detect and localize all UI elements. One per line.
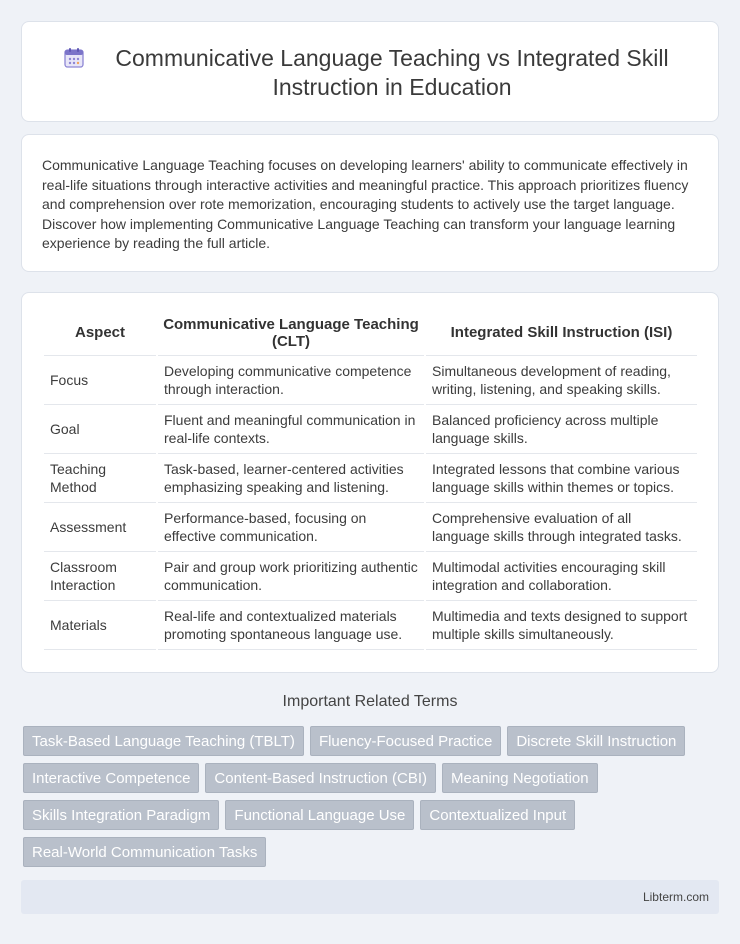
isi-cell: Multimedia and texts designed to support multiple skills simultaneously.	[426, 601, 697, 650]
aspect-cell: Materials	[44, 601, 156, 650]
table-row	[44, 454, 697, 503]
clt-cell: Fluent and meaningful communication in real-life contexts.	[158, 405, 424, 454]
footer-site-link[interactable]: Libterm.com	[642, 890, 709, 904]
related-term-tag[interactable]: Skills Integration Paradigm	[23, 800, 219, 830]
table-row	[44, 552, 697, 601]
comparison-table	[42, 310, 699, 650]
related-term-tag[interactable]: Real-World Communication Tasks	[23, 837, 266, 867]
page-title: Communicative Language Teaching vs Integrated Skill Instruction in Education	[115, 45, 669, 100]
related-terms-heading: Important Related Terms	[282, 693, 458, 710]
title-card	[21, 21, 719, 122]
related-term-tag[interactable]: Task-Based Language Teaching (TBLT)	[23, 726, 304, 756]
aspect-cell: Assessment	[44, 503, 156, 552]
clt-cell: Developing communicative competence through interaction.	[158, 356, 424, 405]
intro-card	[21, 134, 719, 272]
header-isi: Integrated Skill Instruction (ISI)	[426, 310, 697, 356]
table-row	[44, 601, 697, 650]
related-term-tag[interactable]: Content-Based Instruction (CBI)	[205, 763, 436, 793]
table-row	[44, 356, 697, 405]
header-clt: Communicative Language Teaching (CLT)	[158, 310, 424, 356]
related-term-tag[interactable]: Functional Language Use	[225, 800, 414, 830]
aspect-cell: Goal	[44, 405, 156, 454]
clt-cell: Task-based, learner-centered activities emphasizing speaking and listening.	[158, 454, 424, 503]
related-term-tag[interactable]: Meaning Negotiation	[442, 763, 598, 793]
aspect-cell: Focus	[44, 356, 156, 405]
aspect-cell: Classroom Interaction	[44, 552, 156, 601]
related-term-tag[interactable]: Contextualized Input	[420, 800, 575, 830]
comparison-table-card	[21, 292, 719, 673]
related-term-tag[interactable]: Interactive Competence	[23, 763, 199, 793]
table-row	[44, 405, 697, 454]
footer	[21, 880, 719, 914]
isi-cell: Integrated lessons that combine various language skills within themes or topics.	[426, 454, 697, 503]
clt-cell: Real-life and contextualized materials promoting spontaneous language use.	[158, 601, 424, 650]
related-terms-list	[23, 726, 723, 867]
clt-cell: Pair and group work prioritizing authentic communication.	[158, 552, 424, 601]
related-term-tag[interactable]: Discrete Skill Instruction	[507, 726, 685, 756]
related-term-tag[interactable]: Fluency-Focused Practice	[310, 726, 501, 756]
isi-cell: Simultaneous development of reading, writing, listening, and speaking skills.	[426, 356, 697, 405]
aspect-cell: Teaching Method	[44, 454, 156, 503]
clt-cell: Performance-based, focusing on effective communication.	[158, 503, 424, 552]
isi-cell: Multimodal activities encouraging skill integration and collaboration.	[426, 552, 697, 601]
isi-cell: Balanced proficiency across multiple language skills.	[426, 405, 697, 454]
header-aspect: Aspect	[44, 310, 156, 356]
intro-paragraph: Communicative Language Teaching focuses on developing learners' ability to communicate effectively in real-life situations through interactive activities and meaningful practice. This approach prioritizes fluency and comprehension over rote memorization, encouraging students to actively use the target language. Discover how implementing Communicative Language Teaching can transform your language learning experience by reading the full article.	[42, 157, 689, 252]
table-header-row	[44, 310, 697, 356]
isi-cell: Comprehensive evaluation of all language skills through integrated tasks.	[426, 503, 697, 552]
table-row	[44, 503, 697, 552]
